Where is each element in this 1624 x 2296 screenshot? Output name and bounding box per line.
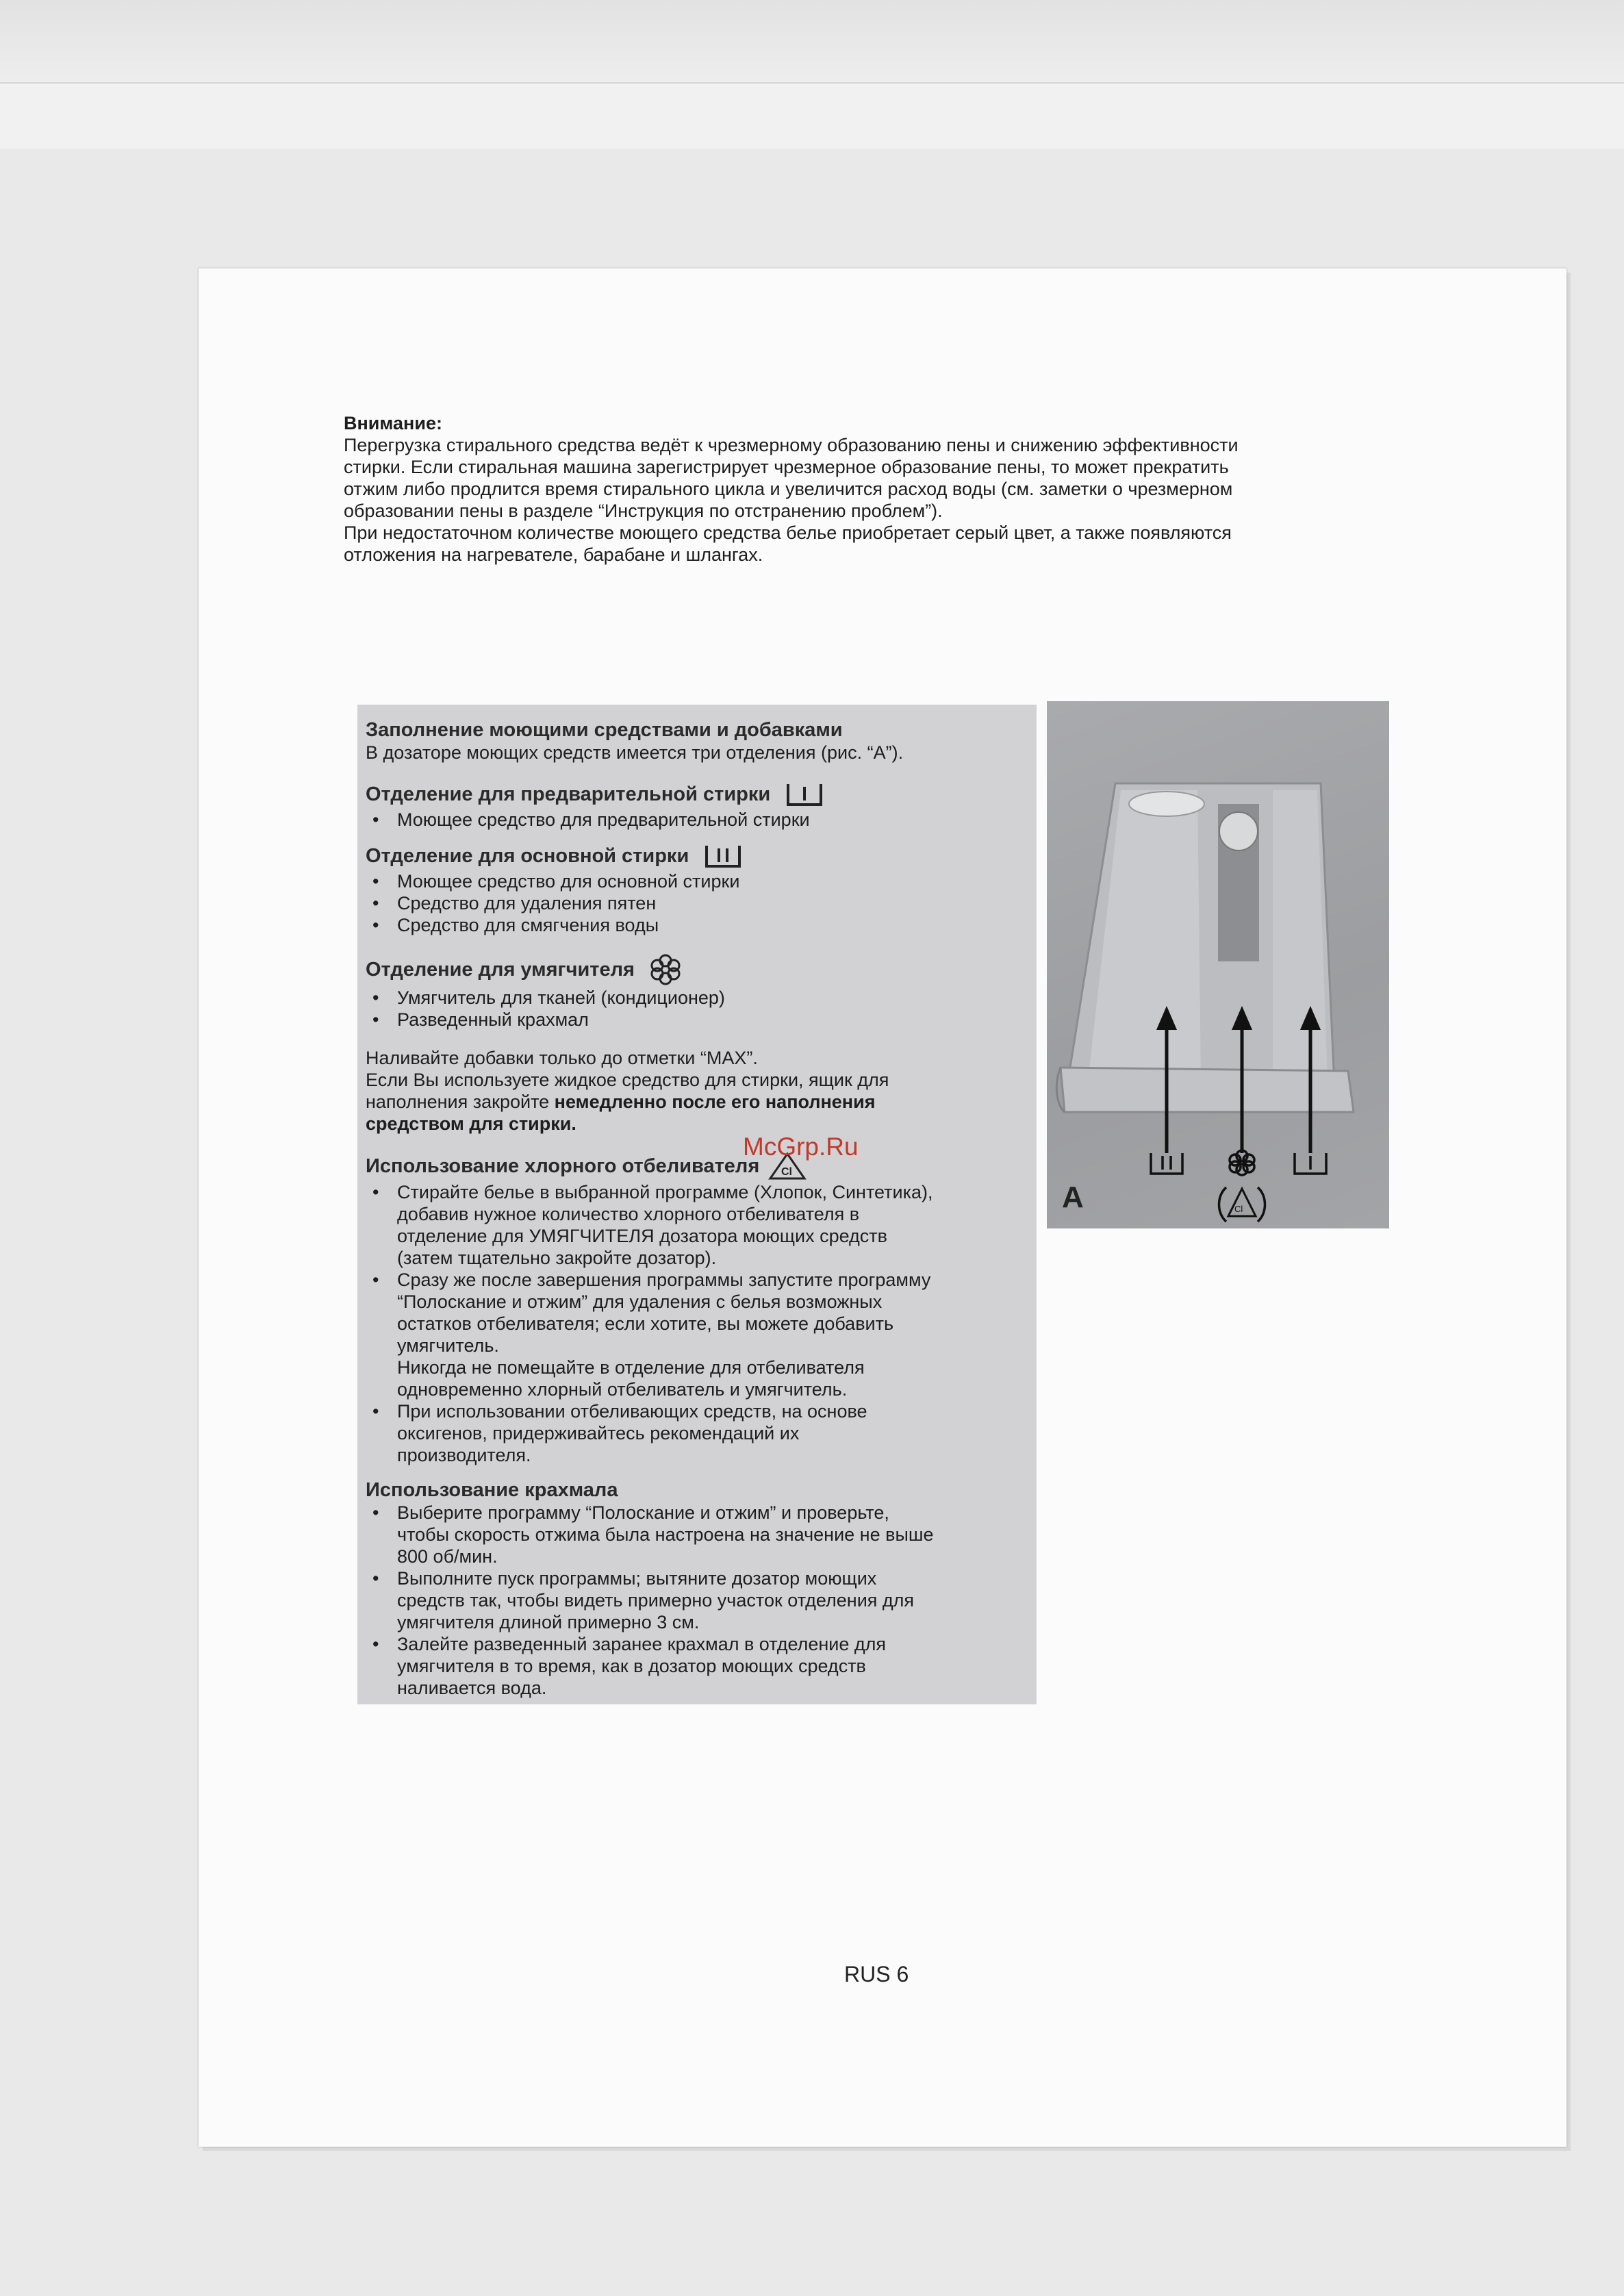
list-item: • Моющее средство для основной стирки bbox=[366, 870, 1023, 892]
mainwash-heading bbox=[366, 842, 1023, 870]
list-item: • Моющее средство для предварительной стирки bbox=[366, 809, 1023, 831]
mainwash-list bbox=[366, 870, 1023, 936]
list-item: • Выберите программу “Полоскание и отжим” и проверьте, чтобы скорость отжима была настроена на значение не выше 800 об/мин. bbox=[366, 1502, 1023, 1567]
watermark: McGrp.Ru bbox=[743, 1133, 859, 1161]
filling-text: В дозаторе моющих средств имеется три отделения (рис. “А”). bbox=[366, 742, 904, 763]
attention-heading: Внимание: bbox=[344, 413, 442, 433]
mainwash-compartment-icon bbox=[702, 842, 744, 870]
attention-section bbox=[344, 412, 1542, 566]
starch-title: Использование крахмала bbox=[366, 1479, 618, 1501]
attention-line: стирки. Если стиральная машина зарегистрирует чрезмерное образование пены, то может прекратить bbox=[344, 457, 1229, 477]
softener-heading bbox=[366, 953, 1023, 987]
prewash-list bbox=[366, 809, 1023, 831]
figure-label: A bbox=[1062, 1181, 1084, 1214]
svg-text:Cl: Cl bbox=[781, 1166, 793, 1178]
prewash-title: Отделение для предварительной стирки bbox=[366, 783, 771, 805]
attention-line: отжим либо продлится время стирального цикла и увеличится расход воды (см. заметки о чрезмерном bbox=[344, 479, 1233, 499]
mainwash-title: Отделение для основной стирки bbox=[366, 845, 689, 867]
page-number: RUS 6 bbox=[844, 1962, 909, 1986]
list-item: • Средство для смягчения воды bbox=[366, 914, 1023, 936]
dispenser-figure bbox=[1047, 701, 1389, 1228]
starch-heading bbox=[366, 1478, 1023, 1502]
attention-line: Перегрузка стирального средства ведёт к чрезмерному образованию пены и снижению эффективности bbox=[344, 435, 1239, 455]
attention-line: образовании пены в разделе “Инструкция по отстранению проблем”). bbox=[344, 501, 943, 521]
dispenser-drawer-illustration bbox=[1047, 701, 1389, 1228]
max-note: Наливайте добавки только до отметки “MAX”. bbox=[366, 1048, 758, 1068]
softener-list bbox=[366, 987, 1023, 1031]
bleach-title: Использование хлорного отбеливателя bbox=[366, 1155, 760, 1177]
list-item: • Залейте разведенный заранее крахмал в отделение для умягчителя в то время, как в дозатор моющих средств наливается вода. bbox=[366, 1633, 1023, 1699]
attention-line: отложения на нагревателе, барабане и шлангах. bbox=[344, 544, 763, 565]
bleach-heading bbox=[366, 1151, 1023, 1181]
softener-title: Отделение для умягчителя bbox=[366, 959, 635, 981]
liquid-note: Если Вы используете жидкое средство для стирки, ящик для bbox=[366, 1070, 889, 1090]
list-item: • Умягчитель для тканей (кондиционер) bbox=[366, 987, 1023, 1009]
filling-title: Заполнение моющими средствами и добавками bbox=[366, 719, 843, 741]
list-item: • Сразу же после завершения программы запустите программу “Полоскание и отжим” для удаления с белья возможных остатков отбеливателя; если хотите, вы можете добавить умягчитель. Никогда не помещайте в отделение для отбеливателя одновременно хлорный отбеливатель и умягчитель. bbox=[366, 1269, 1023, 1400]
close-note-end: средством для стирки. bbox=[366, 1113, 576, 1134]
list-item: • При использовании отбеливающих средств, на основе оксигенов, придерживайтесь рекомендаций их производителя. bbox=[366, 1400, 1023, 1466]
detergent-panel bbox=[357, 705, 1037, 1704]
list-item: • Разведенный крахмал bbox=[366, 1009, 1023, 1031]
scanner-background bbox=[0, 0, 1624, 144]
document-page bbox=[199, 268, 1566, 2147]
starch-list bbox=[366, 1502, 1023, 1699]
list-item: • Средство для удаления пятен bbox=[366, 892, 1023, 914]
list-item: • Стирайте белье в выбранной программе (Хлопок, Синтетика), добавив нужное количество хлорного отбеливателя в отделение для УМЯГЧИТЕЛЯ дозатора моющих средств (затем тщательно закройте дозатор). bbox=[366, 1181, 1023, 1269]
bleach-list bbox=[366, 1181, 1023, 1466]
flower-icon bbox=[648, 953, 683, 987]
list-item: • Выполните пуск программы; вытяните дозатор моющих средств так, чтобы видеть примерно участок отделения для умягчителя длиной примерно 3 см. bbox=[366, 1567, 1023, 1633]
paper-fold bbox=[0, 82, 1624, 149]
close-note: наполнения закройте немедленно после его наполнения bbox=[366, 1092, 876, 1112]
prewash-heading bbox=[366, 780, 1023, 809]
prewash-compartment-icon bbox=[784, 780, 825, 809]
svg-text:Cl: Cl bbox=[1234, 1204, 1243, 1214]
attention-line: При недостаточном количестве моющего средства белье приобретает серый цвет, а также появляются bbox=[344, 522, 1232, 543]
